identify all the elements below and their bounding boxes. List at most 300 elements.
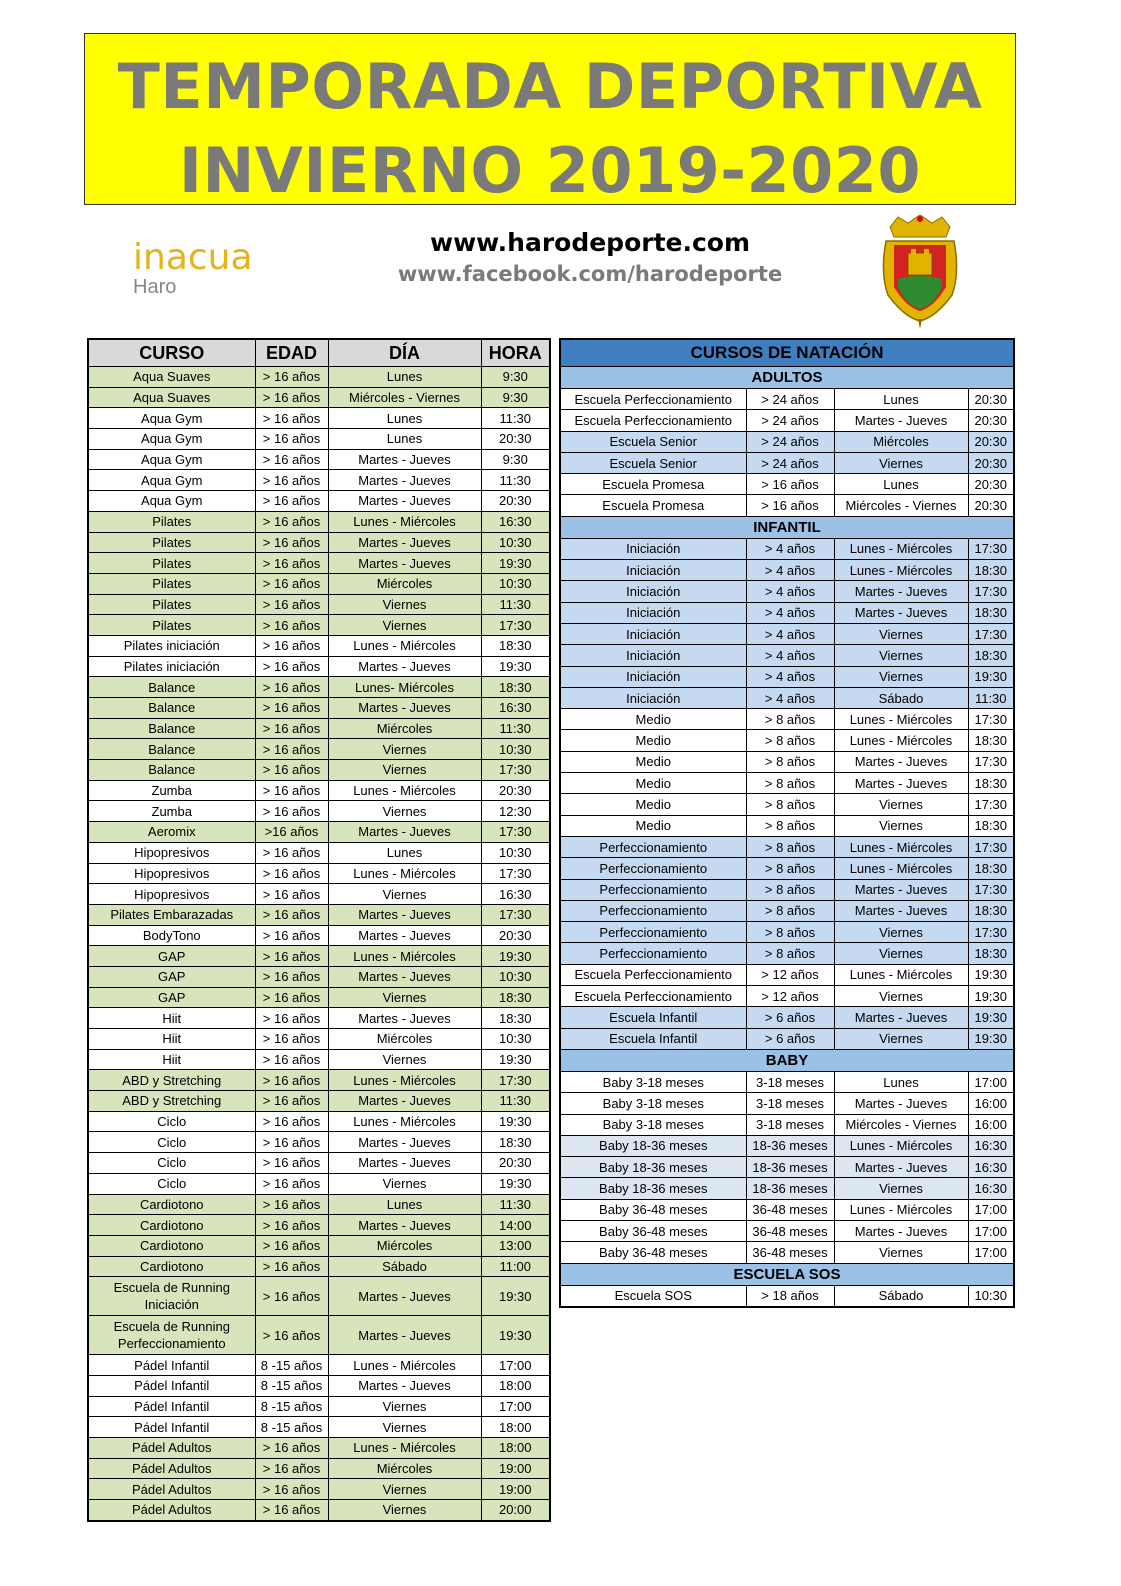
age-cell: > 16 años <box>255 677 328 698</box>
day-cell: Miércoles <box>328 718 481 739</box>
course-cell: Cardiotono <box>88 1215 255 1236</box>
course-cell: Zumba <box>88 801 255 822</box>
table-row <box>88 1355 550 1376</box>
course-cell: Balance <box>88 718 255 739</box>
course-cell: Pádel Adultos <box>88 1500 255 1521</box>
age-cell: > 8 años <box>746 836 834 857</box>
age-cell: > 4 años <box>746 645 834 666</box>
activities-table <box>87 338 551 1522</box>
time-cell: 10:30 <box>481 573 550 594</box>
section-title: ESCUELA SOS <box>560 1263 1014 1285</box>
course-cell: Balance <box>88 698 255 719</box>
table-row <box>88 987 550 1008</box>
course-cell: Escuela SOS <box>560 1285 746 1307</box>
course-cell: BodyTono <box>88 925 255 946</box>
age-cell: > 6 años <box>746 1007 834 1028</box>
table-row <box>560 431 1014 452</box>
day-cell: Viernes <box>328 739 481 760</box>
table-row <box>88 698 550 719</box>
age-cell: > 8 años <box>746 730 834 751</box>
time-cell: 18:30 <box>968 560 1014 581</box>
table-row <box>88 470 550 491</box>
time-cell: 19:30 <box>481 1111 550 1132</box>
day-cell: Miércoles <box>328 1235 481 1256</box>
table-row <box>560 645 1014 666</box>
table-row <box>88 739 550 760</box>
header-edad: EDAD <box>255 339 328 367</box>
age-cell: > 16 años <box>255 387 328 408</box>
table-row <box>88 573 550 594</box>
table-row <box>88 449 550 470</box>
day-cell: Lunes - Miércoles <box>834 538 968 559</box>
time-cell: 20:30 <box>481 429 550 450</box>
age-cell: > 16 años <box>255 946 328 967</box>
table-row <box>88 1194 550 1215</box>
course-cell: Hipopresivos <box>88 863 255 884</box>
course-cell: Aqua Gym <box>88 429 255 450</box>
table-row <box>560 452 1014 473</box>
age-cell: > 16 años <box>255 615 328 636</box>
course-cell: Escuela Perfeccionamiento <box>560 389 746 410</box>
day-cell: Lunes - Miércoles <box>834 730 968 751</box>
age-cell: > 16 años <box>255 491 328 512</box>
day-cell: Lunes <box>328 842 481 863</box>
time-cell: 19:30 <box>481 1316 550 1355</box>
table-row <box>88 842 550 863</box>
section-title: BABY <box>560 1049 1014 1071</box>
inacua-logo <box>133 237 253 298</box>
age-cell: > 16 años <box>255 1132 328 1153</box>
age-cell: > 4 años <box>746 623 834 644</box>
course-cell: Aqua Gym <box>88 491 255 512</box>
age-cell: > 16 años <box>255 698 328 719</box>
course-cell: Escuela Perfeccionamiento <box>560 410 746 431</box>
day-cell: Martes - Jueves <box>328 553 481 574</box>
day-cell: Martes - Jueves <box>834 879 968 900</box>
table-row <box>560 730 1014 751</box>
time-cell: 17:00 <box>481 1355 550 1376</box>
day-cell: Viernes <box>328 1049 481 1070</box>
age-cell: > 8 años <box>746 815 834 836</box>
table-row <box>560 581 1014 602</box>
age-cell: > 16 años <box>255 1438 328 1459</box>
day-cell: Martes - Jueves <box>834 410 968 431</box>
day-cell: Lunes - Miércoles <box>328 946 481 967</box>
time-cell: 20:30 <box>481 1153 550 1174</box>
time-cell: 17:30 <box>968 794 1014 815</box>
course-cell: Baby 18-36 meses <box>560 1135 746 1156</box>
time-cell: 17:30 <box>968 836 1014 857</box>
time-cell: 17:30 <box>968 623 1014 644</box>
age-cell: > 8 años <box>746 922 834 943</box>
course-cell: Perfeccionamiento <box>560 879 746 900</box>
table-row <box>560 709 1014 730</box>
age-cell: > 24 años <box>746 389 834 410</box>
day-cell: Viernes <box>328 1173 481 1194</box>
table-row <box>88 367 550 388</box>
table-row <box>88 1153 550 1174</box>
course-cell: Cardiotono <box>88 1235 255 1256</box>
table-row <box>560 1242 1014 1263</box>
course-cell: Balance <box>88 677 255 698</box>
table-row <box>560 922 1014 943</box>
table-row <box>88 946 550 967</box>
course-cell: Aqua Suaves <box>88 387 255 408</box>
day-cell: Viernes <box>328 987 481 1008</box>
day-cell: Martes - Jueves <box>328 1008 481 1029</box>
day-cell: Viernes <box>834 1028 968 1049</box>
age-cell: > 18 años <box>746 1285 834 1307</box>
day-cell: Martes - Jueves <box>328 966 481 987</box>
age-cell: > 16 años <box>255 532 328 553</box>
table-row <box>88 677 550 698</box>
time-cell: 17:00 <box>968 1071 1014 1092</box>
age-cell: > 16 años <box>255 511 328 532</box>
course-cell: Baby 18-36 meses <box>560 1178 746 1199</box>
age-cell: > 8 años <box>746 858 834 879</box>
course-cell: Hiit <box>88 1049 255 1070</box>
time-cell: 18:30 <box>968 815 1014 836</box>
table-row <box>88 1091 550 1112</box>
time-cell: 20:00 <box>481 1500 550 1521</box>
course-cell: Zumba <box>88 780 255 801</box>
course-cell: Iniciación <box>560 560 746 581</box>
time-cell: 16:30 <box>968 1157 1014 1178</box>
age-cell: 36-48 meses <box>746 1242 834 1263</box>
course-cell: Ciclo <box>88 1132 255 1153</box>
section-title: INFANTIL <box>560 516 1014 538</box>
day-cell: Viernes <box>834 1178 968 1199</box>
time-cell: 19:30 <box>968 1028 1014 1049</box>
age-cell: > 16 años <box>255 573 328 594</box>
time-cell: 18:30 <box>968 602 1014 623</box>
course-cell: Pilates <box>88 511 255 532</box>
age-cell: > 8 años <box>746 900 834 921</box>
time-cell: 17:30 <box>481 1070 550 1091</box>
age-cell: 18-36 meses <box>746 1157 834 1178</box>
table-row <box>88 760 550 781</box>
time-cell: 19:30 <box>968 986 1014 1007</box>
day-cell: Viernes <box>834 645 968 666</box>
table-row <box>88 1173 550 1194</box>
course-cell: Pádel Adultos <box>88 1479 255 1500</box>
section-header-row <box>560 516 1014 538</box>
time-cell: 9:30 <box>481 449 550 470</box>
course-cell: Pilates <box>88 573 255 594</box>
course-cell: Perfeccionamiento <box>560 922 746 943</box>
course-cell: Medio <box>560 815 746 836</box>
course-cell: Pilates <box>88 594 255 615</box>
day-cell: Viernes <box>328 801 481 822</box>
time-cell: 9:30 <box>481 367 550 388</box>
course-cell: Escuela Promesa <box>560 474 746 495</box>
course-cell: Aeromix <box>88 822 255 843</box>
day-cell: Martes - Jueves <box>834 773 968 794</box>
course-cell: Iniciación <box>560 645 746 666</box>
title-line-2: INVIERNO 2019-2020 <box>178 134 922 207</box>
day-cell: Viernes <box>834 943 968 964</box>
time-cell: 18:30 <box>968 773 1014 794</box>
day-cell: Lunes- Miércoles <box>328 677 481 698</box>
age-cell: > 16 años <box>255 449 328 470</box>
age-cell: > 16 años <box>255 1479 328 1500</box>
time-cell: 10:30 <box>481 532 550 553</box>
day-cell: Martes - Jueves <box>328 449 481 470</box>
table-row <box>88 780 550 801</box>
course-cell: Perfeccionamiento <box>560 900 746 921</box>
course-cell: Pilates iniciación <box>88 656 255 677</box>
time-cell: 17:30 <box>968 581 1014 602</box>
day-cell: Miércoles - Viernes <box>328 387 481 408</box>
day-cell: Lunes - Miércoles <box>328 1355 481 1376</box>
course-cell: Iniciación <box>560 666 746 687</box>
time-cell: 19:30 <box>481 553 550 574</box>
age-cell: > 8 años <box>746 794 834 815</box>
age-cell: > 16 años <box>255 1256 328 1277</box>
table-row <box>88 1316 550 1355</box>
time-cell: 18:30 <box>968 943 1014 964</box>
table-row <box>560 1007 1014 1028</box>
day-cell: Lunes - Miércoles <box>328 1438 481 1459</box>
time-cell: 16:30 <box>968 1135 1014 1156</box>
course-cell: Escuela Infantil <box>560 1028 746 1049</box>
age-cell: > 16 años <box>255 1194 328 1215</box>
time-cell: 17:30 <box>968 709 1014 730</box>
age-cell: > 4 años <box>746 666 834 687</box>
day-cell: Lunes <box>834 1071 968 1092</box>
age-cell: 8 -15 años <box>255 1355 328 1376</box>
table-row <box>560 410 1014 431</box>
table-row <box>88 635 550 656</box>
time-cell: 18:30 <box>968 730 1014 751</box>
course-cell: Baby 36-48 meses <box>560 1242 746 1263</box>
course-cell: Perfeccionamiento <box>560 836 746 857</box>
day-cell: Lunes <box>328 429 481 450</box>
course-cell: Medio <box>560 751 746 772</box>
age-cell: > 16 años <box>255 904 328 925</box>
time-cell: 17:00 <box>968 1220 1014 1241</box>
table-row <box>560 1157 1014 1178</box>
table-row <box>88 966 550 987</box>
table-row <box>88 1479 550 1500</box>
time-cell: 19:30 <box>968 964 1014 985</box>
table-row <box>88 1396 550 1417</box>
age-cell: 18-36 meses <box>746 1178 834 1199</box>
age-cell: > 8 años <box>746 773 834 794</box>
day-cell: Miércoles - Viernes <box>834 1114 968 1135</box>
table-row <box>560 751 1014 772</box>
time-cell: 20:30 <box>968 474 1014 495</box>
day-cell: Lunes <box>834 389 968 410</box>
course-cell: Escuela Promesa <box>560 495 746 516</box>
course-cell: Iniciación <box>560 581 746 602</box>
day-cell: Lunes <box>328 367 481 388</box>
table-row <box>88 863 550 884</box>
table-row <box>88 553 550 574</box>
table-row <box>88 594 550 615</box>
age-cell: >16 años <box>255 822 328 843</box>
age-cell: > 8 años <box>746 943 834 964</box>
age-cell: > 16 años <box>255 987 328 1008</box>
age-cell: > 4 años <box>746 602 834 623</box>
course-cell: Hiit <box>88 1008 255 1029</box>
table-row <box>88 1049 550 1070</box>
day-cell: Martes - Jueves <box>328 1316 481 1355</box>
day-cell: Lunes - Miércoles <box>834 1199 968 1220</box>
table-row <box>560 1199 1014 1220</box>
course-cell: Baby 3-18 meses <box>560 1114 746 1135</box>
section-title: ADULTOS <box>560 367 1014 389</box>
age-cell: > 16 años <box>255 842 328 863</box>
header-curso: CURSO <box>88 339 255 367</box>
table-row <box>88 532 550 553</box>
table-row <box>560 858 1014 879</box>
logo-brand: inacua <box>133 237 253 278</box>
table-row <box>88 511 550 532</box>
age-cell: > 16 años <box>255 408 328 429</box>
age-cell: > 16 años <box>255 470 328 491</box>
day-cell: Miércoles <box>328 1029 481 1050</box>
age-cell: > 16 años <box>255 429 328 450</box>
coat-of-arms-icon <box>878 213 963 331</box>
table-row <box>560 560 1014 581</box>
course-cell: Pádel Adultos <box>88 1438 255 1459</box>
day-cell: Martes - Jueves <box>834 581 968 602</box>
table-row <box>560 474 1014 495</box>
time-cell: 18:30 <box>968 645 1014 666</box>
day-cell: Lunes - Miércoles <box>834 836 968 857</box>
time-cell: 20:30 <box>968 495 1014 516</box>
table-row <box>560 900 1014 921</box>
time-cell: 20:30 <box>968 452 1014 473</box>
age-cell: > 16 años <box>255 780 328 801</box>
day-cell: Lunes - Miércoles <box>328 635 481 656</box>
time-cell: 20:30 <box>968 410 1014 431</box>
course-cell: Escuela de Running Iniciación <box>88 1277 255 1316</box>
logo-city: Haro <box>133 276 177 298</box>
day-cell: Viernes <box>328 1500 481 1521</box>
table-row <box>560 1220 1014 1241</box>
age-cell: > 16 años <box>255 1111 328 1132</box>
course-cell: Aqua Gym <box>88 470 255 491</box>
course-cell: Pilates iniciación <box>88 635 255 656</box>
day-cell: Martes - Jueves <box>834 1157 968 1178</box>
age-cell: > 16 años <box>255 1070 328 1091</box>
time-cell: 16:30 <box>481 884 550 905</box>
day-cell: Lunes - Miércoles <box>834 709 968 730</box>
time-cell: 19:30 <box>481 1173 550 1194</box>
age-cell: > 16 años <box>255 1008 328 1029</box>
time-cell: 18:30 <box>968 900 1014 921</box>
table-row <box>560 538 1014 559</box>
time-cell: 20:30 <box>968 431 1014 452</box>
age-cell: 8 -15 años <box>255 1375 328 1396</box>
course-cell: Iniciación <box>560 687 746 708</box>
course-cell: Aqua Suaves <box>88 367 255 388</box>
course-cell: Medio <box>560 773 746 794</box>
age-cell: > 8 años <box>746 879 834 900</box>
age-cell: > 16 años <box>746 474 834 495</box>
course-cell: Escuela Perfeccionamiento <box>560 964 746 985</box>
table-row <box>88 1277 550 1316</box>
header-hora: HORA <box>481 339 550 367</box>
table-row <box>560 1178 1014 1199</box>
course-cell: Iniciación <box>560 538 746 559</box>
day-cell: Viernes <box>834 1242 968 1263</box>
age-cell: > 16 años <box>255 801 328 822</box>
table-row <box>88 1235 550 1256</box>
time-cell: 17:30 <box>968 922 1014 943</box>
table-row <box>560 623 1014 644</box>
course-cell: Hiit <box>88 1029 255 1050</box>
day-cell: Martes - Jueves <box>328 470 481 491</box>
course-cell: Aqua Gym <box>88 449 255 470</box>
header-dia: DÍA <box>328 339 481 367</box>
facebook-link[interactable]: www.facebook.com/harodeporte <box>397 262 783 286</box>
time-cell: 16:00 <box>968 1114 1014 1135</box>
day-cell: Lunes - Miércoles <box>834 560 968 581</box>
age-cell: > 16 años <box>255 1235 328 1256</box>
day-cell: Martes - Jueves <box>328 1153 481 1174</box>
course-cell: Medio <box>560 794 746 815</box>
table-row <box>88 801 550 822</box>
day-cell: Martes - Jueves <box>834 900 968 921</box>
age-cell: > 4 años <box>746 560 834 581</box>
time-cell: 16:00 <box>968 1093 1014 1114</box>
table-row <box>88 1008 550 1029</box>
time-cell: 18:30 <box>481 635 550 656</box>
course-cell: Escuela Perfeccionamiento <box>560 986 746 1007</box>
table-row <box>88 615 550 636</box>
course-cell: Ciclo <box>88 1153 255 1174</box>
table-row <box>560 495 1014 516</box>
website-link[interactable]: www.harodeporte.com <box>429 228 751 257</box>
age-cell: > 16 años <box>255 1049 328 1070</box>
day-cell: Viernes <box>328 760 481 781</box>
age-cell: 8 -15 años <box>255 1417 328 1438</box>
table-row <box>560 389 1014 410</box>
table-row <box>88 429 550 450</box>
course-cell: Pilates <box>88 532 255 553</box>
course-cell: GAP <box>88 946 255 967</box>
time-cell: 19:30 <box>481 946 550 967</box>
time-cell: 17:00 <box>481 1396 550 1417</box>
course-cell: Perfeccionamiento <box>560 943 746 964</box>
age-cell: > 16 años <box>255 1153 328 1174</box>
time-cell: 11:30 <box>481 1194 550 1215</box>
table-row <box>88 1438 550 1459</box>
swimming-title-row <box>560 339 1014 367</box>
day-cell: Miércoles <box>328 573 481 594</box>
day-cell: Miércoles <box>834 431 968 452</box>
table-row <box>560 1093 1014 1114</box>
swimming-courses-table <box>559 338 1015 1308</box>
age-cell: > 16 años <box>255 1173 328 1194</box>
time-cell: 18:30 <box>968 858 1014 879</box>
course-cell: Pádel Infantil <box>88 1375 255 1396</box>
day-cell: Martes - Jueves <box>834 1093 968 1114</box>
time-cell: 10:30 <box>968 1285 1014 1307</box>
course-cell: Cardiotono <box>88 1256 255 1277</box>
day-cell: Lunes - Miércoles <box>328 1111 481 1132</box>
age-cell: > 16 años <box>255 1500 328 1521</box>
day-cell: Viernes <box>328 1417 481 1438</box>
time-cell: 14:00 <box>481 1215 550 1236</box>
time-cell: 17:30 <box>481 615 550 636</box>
age-cell: > 16 años <box>255 760 328 781</box>
age-cell: > 16 años <box>255 966 328 987</box>
day-cell: Martes - Jueves <box>328 822 481 843</box>
